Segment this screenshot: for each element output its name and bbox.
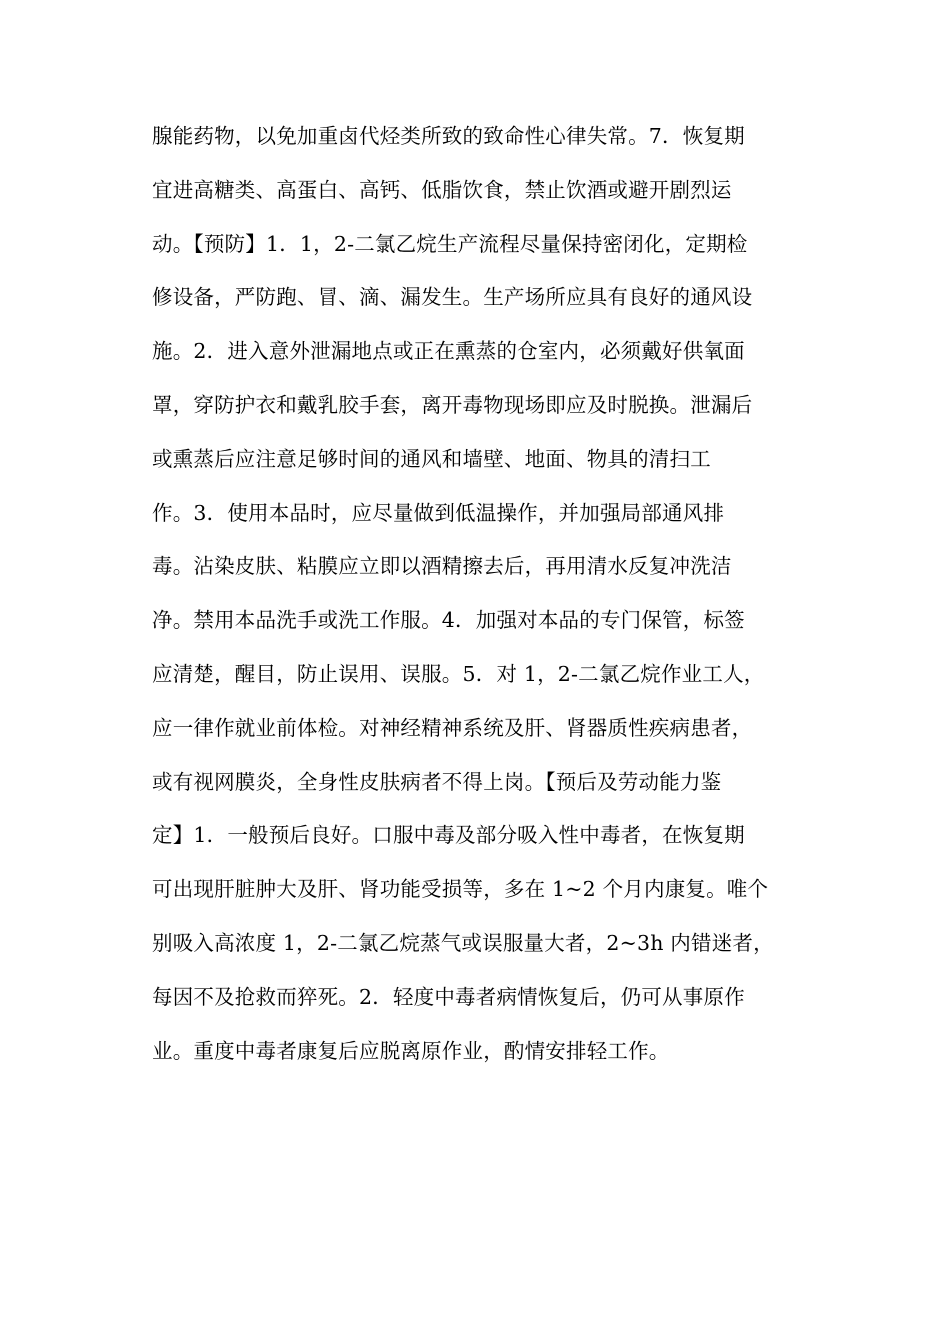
text-line: 业。重度中毒者康复后应脱离原作业，酌情安排轻工作。 <box>152 1038 670 1063</box>
text-line: 或熏蒸后应注意足够时间的通风和墙壁、地面、物具的清扫工 <box>152 446 711 471</box>
text-line: 或有视网膜炎，全身性皮肤病者不得上岗。【预后及劳动能力鉴 <box>152 769 722 794</box>
body-text <box>152 116 812 1084</box>
text-line: 施。2．进入意外泄漏地点或正在熏蒸的仓室内，必须戴好供氧面 <box>152 339 745 364</box>
text-line: 每因不及抢救而猝死。2．轻度中毒者病情恢复后，仍可从事原作 <box>152 984 745 1009</box>
text-line: 应一律作就业前体检。对神经精神系统及肝、肾器质性疾病患者， <box>152 715 753 740</box>
text-line: 罩，穿防护衣和戴乳胶手套，离开毒物现场即应及时脱换。泄漏后 <box>152 392 753 417</box>
text-line: 作。3．使用本品时，应尽量做到低温操作，并加强局部通风排 <box>152 500 725 525</box>
text-line: 腺能药物，以免加重卤代烃类所致的致命性心律失常。7．恢复期 <box>152 124 745 148</box>
text-line: 净。禁用本品洗手或洗工作服。4．加强对本品的专门保管，标签 <box>152 608 745 633</box>
text-line: 定】1．一般预后良好。口服中毒及部分吸入性中毒者，在恢复期 <box>152 823 745 848</box>
text-line: 别吸入高浓度 1，2-二氯乙烷蒸气或误服量大者，2~3h 内错迷者， <box>152 930 774 955</box>
text-line: 宜进高糖类、高蛋白、高钙、低脂饮食，禁止饮酒或避开剧烈运 <box>152 177 732 202</box>
text-line: 毒。沾染皮肤、粘膜应立即以酒精擦去后，再用清水反复冲洗洁 <box>152 554 732 579</box>
text-line: 可出现肝脏肿大及肝、肾功能受损等，多在 1~2 个月内康复。唯个 <box>152 877 769 902</box>
text-line: 应清楚，醒目，防止误用、误服。5．对 1，2-二氯乙烷作业工人， <box>152 661 765 686</box>
text-line: 动。【预防】1．1，2-二氯乙烷生产流程尽量保持密闭化，定期检 <box>152 231 748 256</box>
text-line: 修设备，严防跑、冒、滴、漏发生。生产场所应具有良好的通风设 <box>152 285 753 310</box>
